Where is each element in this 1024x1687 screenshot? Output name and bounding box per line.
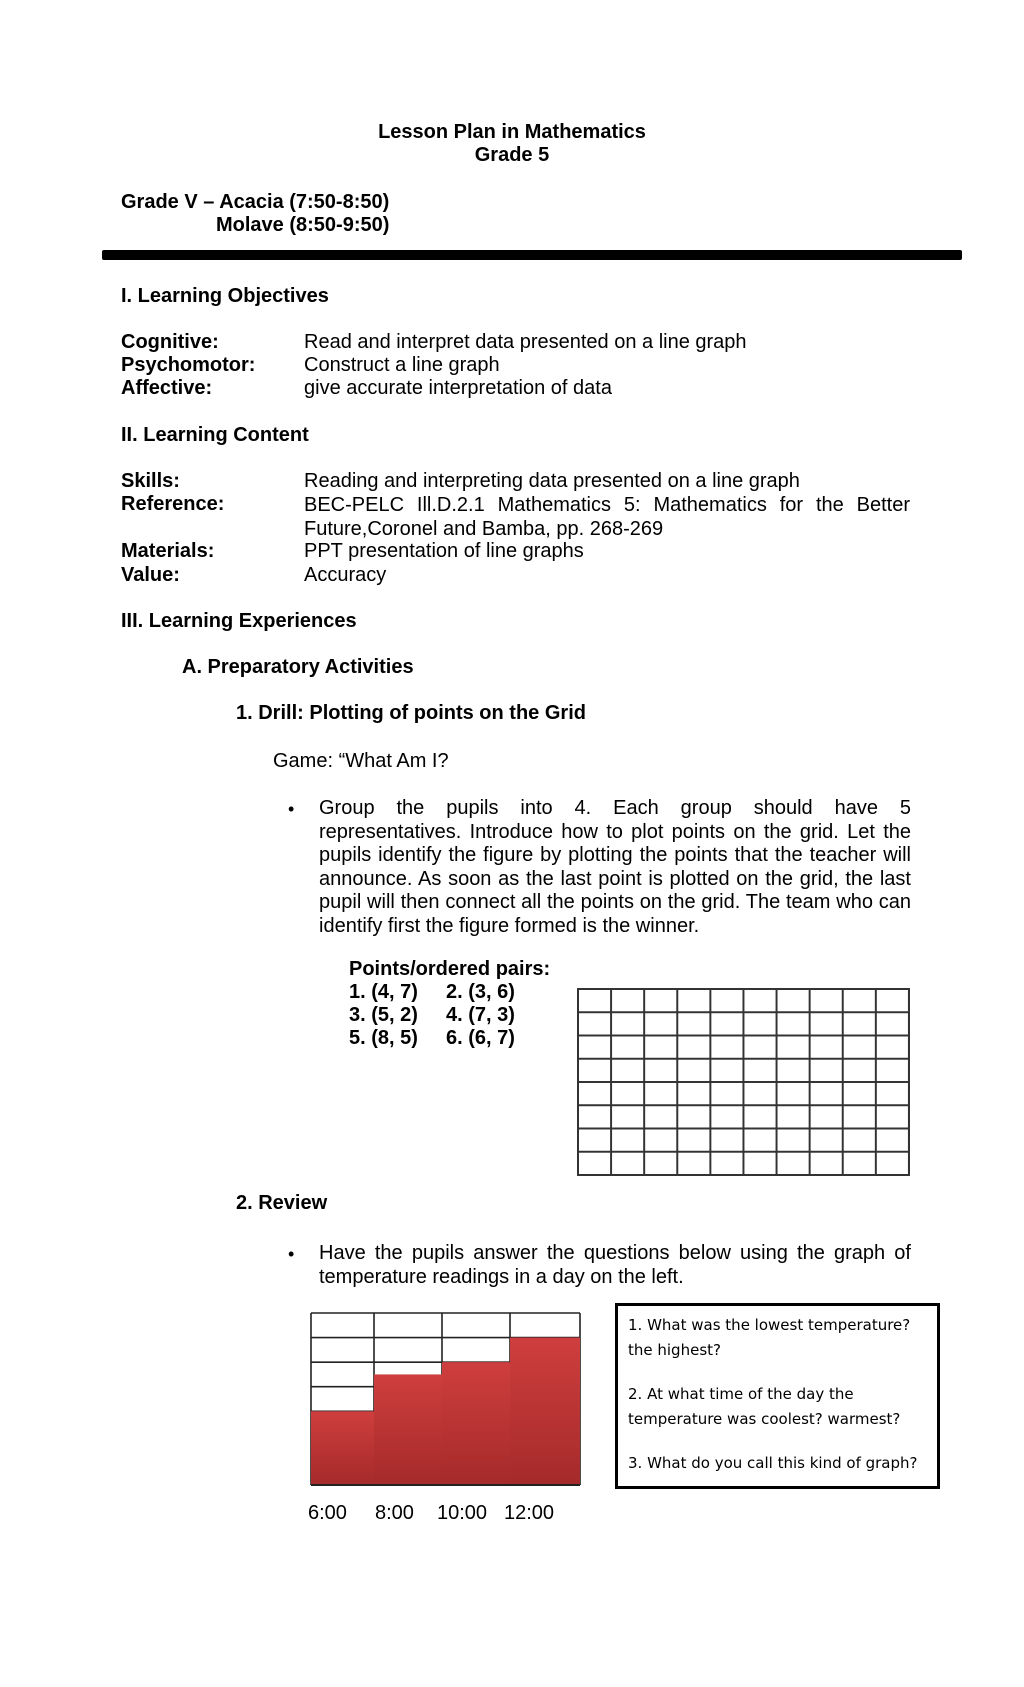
psychomotor-value: Construct a line graph — [304, 354, 500, 376]
experiences-heading: III. Learning Experiences — [121, 610, 357, 632]
affective-label: Affective: — [121, 377, 213, 399]
section-line-1: Grade V – Acacia (7:50-8:50) — [121, 191, 390, 213]
chart-x-tick-label: 12:00 — [504, 1502, 555, 1524]
value-label: Value: — [121, 564, 180, 586]
value-value: Accuracy — [304, 564, 387, 586]
skills-value: Reading and interpreting data presented on a line graph — [304, 470, 800, 492]
plotting-grid — [577, 988, 910, 1176]
skills-label: Skills: — [121, 470, 180, 492]
point-2: 2. (3, 6) — [446, 981, 515, 1003]
game-title: Game: “What Am I? — [273, 750, 449, 772]
cognitive-label: Cognitive: — [121, 331, 219, 353]
chart-x-tick-label: 8:00 — [375, 1502, 414, 1524]
objectives-heading: I. Learning Objectives — [121, 285, 329, 307]
materials-value: PPT presentation of line graphs — [304, 540, 584, 562]
reference-label: Reference: — [121, 493, 225, 515]
chart-x-tick-label: 6:00 — [308, 1502, 347, 1524]
point-6: 6. (6, 7) — [446, 1027, 515, 1049]
page-subtitle: Grade 5 — [474, 144, 550, 166]
points-heading: Points/ordered pairs: — [349, 958, 551, 980]
point-4: 4. (7, 3) — [446, 1004, 515, 1026]
question-3: 3. What do you call this kind of graph? — [628, 1454, 918, 1472]
point-3: 3. (5, 2) — [349, 1004, 418, 1026]
point-1: 1. (4, 7) — [349, 981, 418, 1003]
affective-value: give accurate interpretation of data — [304, 377, 612, 399]
review-bullet: • — [288, 1244, 295, 1264]
question-1: 1. What was the lowest temperature? the highest? — [628, 1316, 911, 1359]
chart-bar-1200 — [510, 1338, 580, 1485]
chart-x-tick-label: 10:00 — [437, 1502, 488, 1524]
chart-bar-1000 — [442, 1362, 510, 1485]
page-title: Lesson Plan in Mathematics — [378, 121, 646, 143]
content-heading: II. Learning Content — [121, 424, 309, 446]
temperature-chart — [300, 1303, 590, 1533]
questions-box — [615, 1303, 940, 1489]
reference-value: BEC-PELC Ill.D.2.1 Mathematics 5: Mathematics for the Better Future,Coronel and Bamba, pp. 268-269 — [304, 494, 910, 540]
materials-label: Materials: — [121, 540, 215, 562]
drill-description: Group the pupils into 4. Each group should have 5 representatives. Introduce how to plot points on the grid. Let the pupils identify the figure by plotting the points that the teacher will announce. As soon as the last point is plotted on the grid, the last pupil will then connect all the points on the grid. The team who can identify first the figure formed is the winner. — [319, 797, 911, 937]
chart-bar-800 — [374, 1374, 442, 1485]
section-line-2: Molave (8:50-9:50) — [216, 214, 390, 236]
psychomotor-label: Psychomotor: — [121, 354, 256, 376]
chart-bar-600 — [311, 1411, 374, 1485]
point-5: 5. (8, 5) — [349, 1027, 418, 1049]
review-description: Have the pupils answer the questions below using the graph of temperature readings in a day on the left. — [319, 1242, 911, 1288]
drill-bullet: • — [288, 799, 295, 819]
question-2: 2. At what time of the day the temperature was coolest? warmest? — [628, 1385, 901, 1428]
header-divider — [102, 250, 962, 260]
review-heading: 2. Review — [236, 1192, 328, 1214]
prep-heading: A. Preparatory Activities — [182, 656, 414, 678]
drill-heading: 1. Drill: Plotting of points on the Grid — [236, 702, 586, 724]
cognitive-value: Read and interpret data presented on a line graph — [304, 331, 747, 353]
